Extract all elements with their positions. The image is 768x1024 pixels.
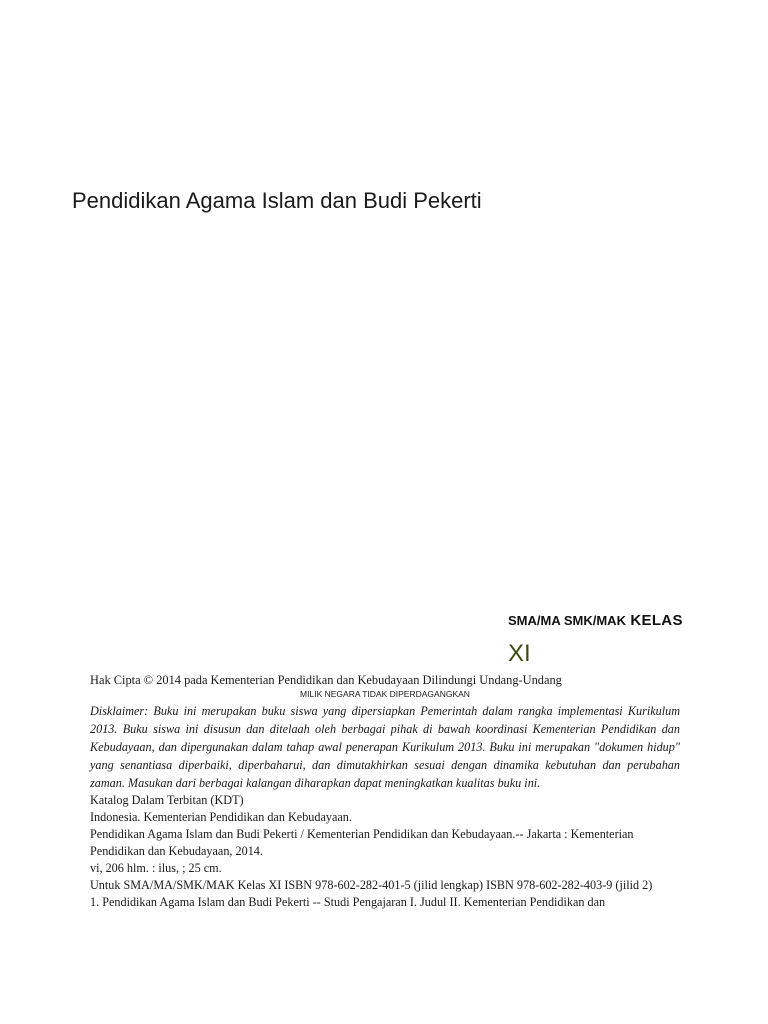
school-level [508, 612, 683, 630]
kelas-label: KELAS [630, 612, 683, 629]
not-for-sale-notice: MILIK NEGARA TIDAK DIPERDAGANGKAN [300, 689, 470, 699]
grade-number: XI [508, 640, 531, 667]
catalog-subjects: 1. Pendidikan Agama Islam dan Budi Pekerti -- Studi Pengajaran I. Judul II. Kementerian Pendidikan dan [90, 895, 606, 909]
catalog-entry-line1: Pendidikan Agama Islam dan Budi Pekerti / Kementerian Pendidikan dan Kebudayaan.-- Jakarta : Kementerian [90, 827, 634, 841]
school-types: SMA/MA SMK/MAK [508, 613, 626, 628]
book-title: Pendidikan Agama Islam dan Budi Pekerti [72, 188, 482, 213]
catalog-isbn: Untuk SMA/MA/SMK/MAK Kelas XI ISBN 978-602-282-401-5 (jilid lengkap) ISBN 978-602-282-403-9 (jilid 2) [90, 878, 653, 892]
catalog-heading: Katalog Dalam Terbitan (KDT) [90, 793, 244, 807]
catalog-publisher: Indonesia. Kementerian Pendidikan dan Kebudayaan. [90, 810, 352, 824]
catalog-entry-line2: Pendidikan dan Kebudayaan, 2014. [90, 844, 263, 858]
copyright-block [90, 672, 680, 911]
disclaimer: Disklaimer: Buku ini merupakan buku siswa yang dipersiapkan Pemerintah dalam rangka implementasi Kurikulum 2013. Buku siswa ini disusun dan ditelaah oleh berbagai pihak di bawah koordinasi Kementerian Pendidikan dan Kebudayaan, dan dipergunakan dalam tahap awal penerapan Kurikulum 2013. Buku ini merupakan "dokumen hidup" yang senantiasa diperbaiki, diperbaharui, dan dimutakhirkan sesuai dengan dinamika kebutuhan dan perubahan zaman. Masukan dari berbagai kalangan diharapkan dapat meningkatkan kualitas buku ini. [90, 704, 680, 790]
copyright-notice: Hak Cipta © 2014 pada Kementerian Pendidikan dan Kebudayaan Dilindungi Undang-Undang [90, 673, 562, 687]
catalog-physical-description: vi, 206 hlm. : ilus, ; 25 cm. [90, 861, 222, 875]
